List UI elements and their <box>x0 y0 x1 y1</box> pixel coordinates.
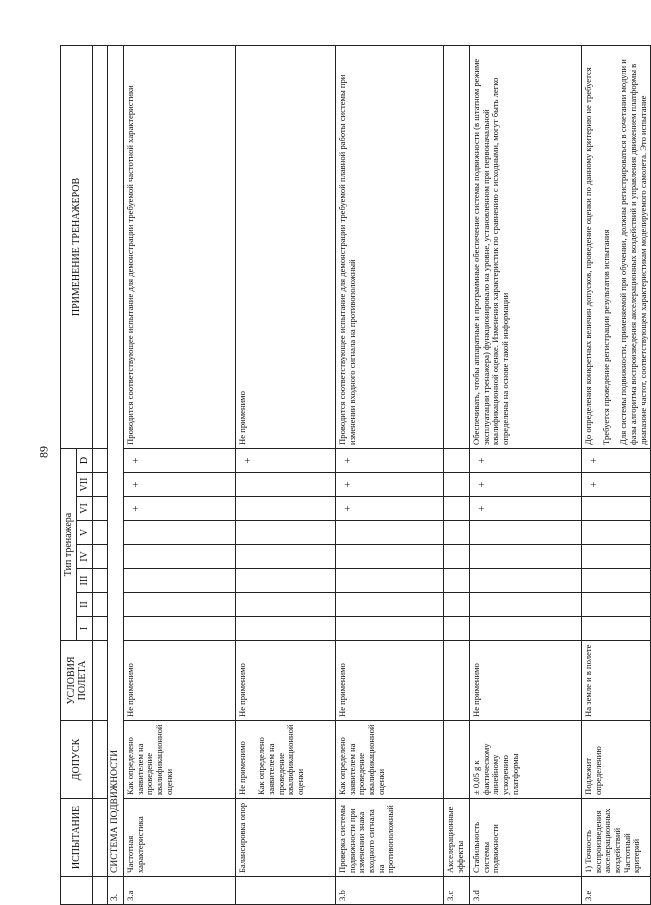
tolerance-cell: Подлежит определению <box>582 721 651 799</box>
tolerance-cell: Как определено заявителем на проведение квалификационной оценки <box>336 721 444 799</box>
header-row-1 <box>61 46 77 905</box>
header-type-ii: II <box>77 593 93 617</box>
row-number <box>236 877 336 905</box>
application-paragraph: Обеспечивать, чтобы аппаратные и программные обеспечение системы подвижности (в штатном режиме эксплуатации тренажера) функционировало на уровне, установленном при первоначальной квалификационной оценке. Изменения характеристик по сравнению с исходными, могут быть легко определены на основе такой информации <box>471 58 510 445</box>
simulator-type-mark <box>124 593 236 617</box>
simulator-type-mark: + <box>470 448 582 472</box>
simulator-type-mark <box>124 617 236 641</box>
simulator-type-mark <box>236 473 336 497</box>
table-row <box>124 46 236 905</box>
simulator-type-mark: + <box>336 497 444 521</box>
application-cell <box>124 46 236 449</box>
simulator-type-mark <box>470 569 582 593</box>
simulator-type-mark <box>444 569 470 593</box>
simulator-type-mark <box>336 593 444 617</box>
simulator-type-mark: + <box>336 448 444 472</box>
simulator-type-mark: + <box>470 473 582 497</box>
simulator-type-mark <box>444 545 470 569</box>
section-number: 3. <box>108 877 124 905</box>
simulator-type-mark <box>582 593 651 617</box>
application-paragraph: Проводится соответствующее испытание для демонстрации требуемой частотной характеристики <box>125 85 135 445</box>
test-name-cell: Проверка системы подвижности при изменении знака входного сигнала на противоположный <box>336 799 444 877</box>
simulator-type-mark <box>470 521 582 545</box>
tolerance-cell: Не применимо Как определено заявителем на проведение квалификационной оценки <box>236 721 336 799</box>
header-type-iii: III <box>77 569 93 593</box>
header-type-i: I <box>77 617 93 641</box>
table-row <box>236 46 336 905</box>
simulator-type-mark <box>582 545 651 569</box>
page-number: 89 <box>36 446 51 458</box>
application-paragraph: Проводится соответствующее испытание для демонстрации требуемой плавной работы системы при изменении входного сигнала на противоположный <box>337 74 357 445</box>
simulator-type-mark <box>236 545 336 569</box>
simulator-type-mark <box>236 521 336 545</box>
simulator-type-mark <box>124 545 236 569</box>
test-name-cell: 1) Точность воспроизведения акселерационных воздействий Частотный критерий <box>582 799 651 877</box>
simulator-type-mark: + <box>124 448 236 472</box>
simulator-type-mark <box>236 569 336 593</box>
simulator-type-mark <box>336 545 444 569</box>
table-row <box>444 46 470 905</box>
simulator-type-mark <box>470 545 582 569</box>
tolerance-cell <box>444 721 470 799</box>
header-application: ПРИМЕНЕНИЕ ТРЕНАЖЕРОВ <box>61 46 93 449</box>
header-sim-type: Тип тренажера <box>61 448 77 640</box>
simulator-type-mark: + <box>236 448 336 472</box>
application-cell <box>236 46 336 449</box>
header-type-vi: VI <box>77 497 93 521</box>
section-title: СИСТЕМА ПОДВИЖНОСТИ <box>108 46 124 877</box>
simulator-type-mark: + <box>336 473 444 497</box>
application-cell <box>582 46 651 449</box>
flight-conditions-cell <box>444 641 470 721</box>
header-type-v: V <box>77 521 93 545</box>
simulator-type-mark <box>444 448 470 472</box>
application-paragraph: Для системы подвижности, применяемой при обучении, должны регистрироваться в сочетании модули и фазы алгоритма воспроизведения акселерационных воздействий и управления движением платформы в диапазоне частот, соответствующем характеристикам моделируемого самолета. Это испытание <box>618 59 648 445</box>
table-row <box>336 46 444 905</box>
table-row <box>582 46 651 905</box>
simulator-type-mark <box>444 497 470 521</box>
row-number: 3.c <box>444 877 470 905</box>
simulator-type-mark <box>336 521 444 545</box>
row-number: 3.b <box>336 877 444 905</box>
test-name-cell: Частотная характеристика <box>124 799 236 877</box>
simulator-type-mark <box>582 497 651 521</box>
row-number: 3.a <box>124 877 236 905</box>
flight-conditions-cell: На земле и в полете <box>582 641 651 721</box>
row-number: 3.e <box>582 877 651 905</box>
application-paragraph: Требуется проведение регистрации результатов испытания <box>600 229 611 445</box>
header-conditions: УСЛОВИЯ ПОЛЕТА <box>61 641 93 721</box>
simulator-type-mark <box>582 521 651 545</box>
flight-conditions-cell: Не применимо <box>124 641 236 721</box>
header-type-iv: IV <box>77 545 93 569</box>
simulator-type-mark <box>236 497 336 521</box>
header-test: ИСПЫТАНИЕ <box>61 799 93 877</box>
table-body <box>124 46 651 905</box>
simulator-type-mark: + <box>124 473 236 497</box>
simulator-type-mark <box>470 593 582 617</box>
simulator-type-mark <box>336 617 444 641</box>
simulator-type-mark <box>582 617 651 641</box>
table-row <box>470 46 582 905</box>
simulator-type-mark <box>582 569 651 593</box>
simulator-type-mark <box>444 617 470 641</box>
flight-conditions-cell: Не применимо <box>470 641 582 721</box>
tolerance-cell: Как определено заявителем на проведение квалификационной оценки <box>124 721 236 799</box>
test-name-cell: Стабильность системы подвижности <box>470 799 582 877</box>
application-paragraph: Не применимо <box>237 391 247 445</box>
simulator-type-mark: + <box>124 497 236 521</box>
test-name-cell: Балансировка опор <box>236 799 336 877</box>
header-num <box>61 877 93 905</box>
section-row <box>108 46 124 905</box>
rotated-table-sheet <box>60 45 648 905</box>
simulator-type-mark <box>444 593 470 617</box>
simulator-type-mark: + <box>582 448 651 472</box>
application-paragraph: До определения конкретных величин допусков, проведение оценки по данному критерию не требуется <box>583 67 593 445</box>
simulator-type-mark: + <box>470 497 582 521</box>
simulator-type-mark <box>236 593 336 617</box>
spacer-row <box>93 46 108 905</box>
simulator-type-mark: + <box>582 473 651 497</box>
test-name-cell: Акселерационные эффекты <box>444 799 470 877</box>
header-tolerance: ДОПУСК <box>61 721 93 799</box>
simulator-type-mark <box>124 521 236 545</box>
flight-conditions-cell: Не применимо <box>236 641 336 721</box>
simulator-type-mark <box>470 617 582 641</box>
simulator-type-mark <box>124 569 236 593</box>
simulator-type-mark <box>236 617 336 641</box>
flight-conditions-cell: Не применимо <box>336 641 444 721</box>
simulator-requirements-table <box>60 45 651 905</box>
simulator-type-mark <box>444 521 470 545</box>
application-cell <box>444 46 470 449</box>
header-type-vii: VII <box>77 473 93 497</box>
application-cell <box>336 46 444 449</box>
row-number: 3.d <box>470 877 582 905</box>
header-type-d: D <box>77 448 93 472</box>
tolerance-cell: ± 0,05 g к фактическому линейному ускорению платформы <box>470 721 582 799</box>
simulator-type-mark <box>444 473 470 497</box>
simulator-type-mark <box>336 569 444 593</box>
application-cell <box>470 46 582 449</box>
